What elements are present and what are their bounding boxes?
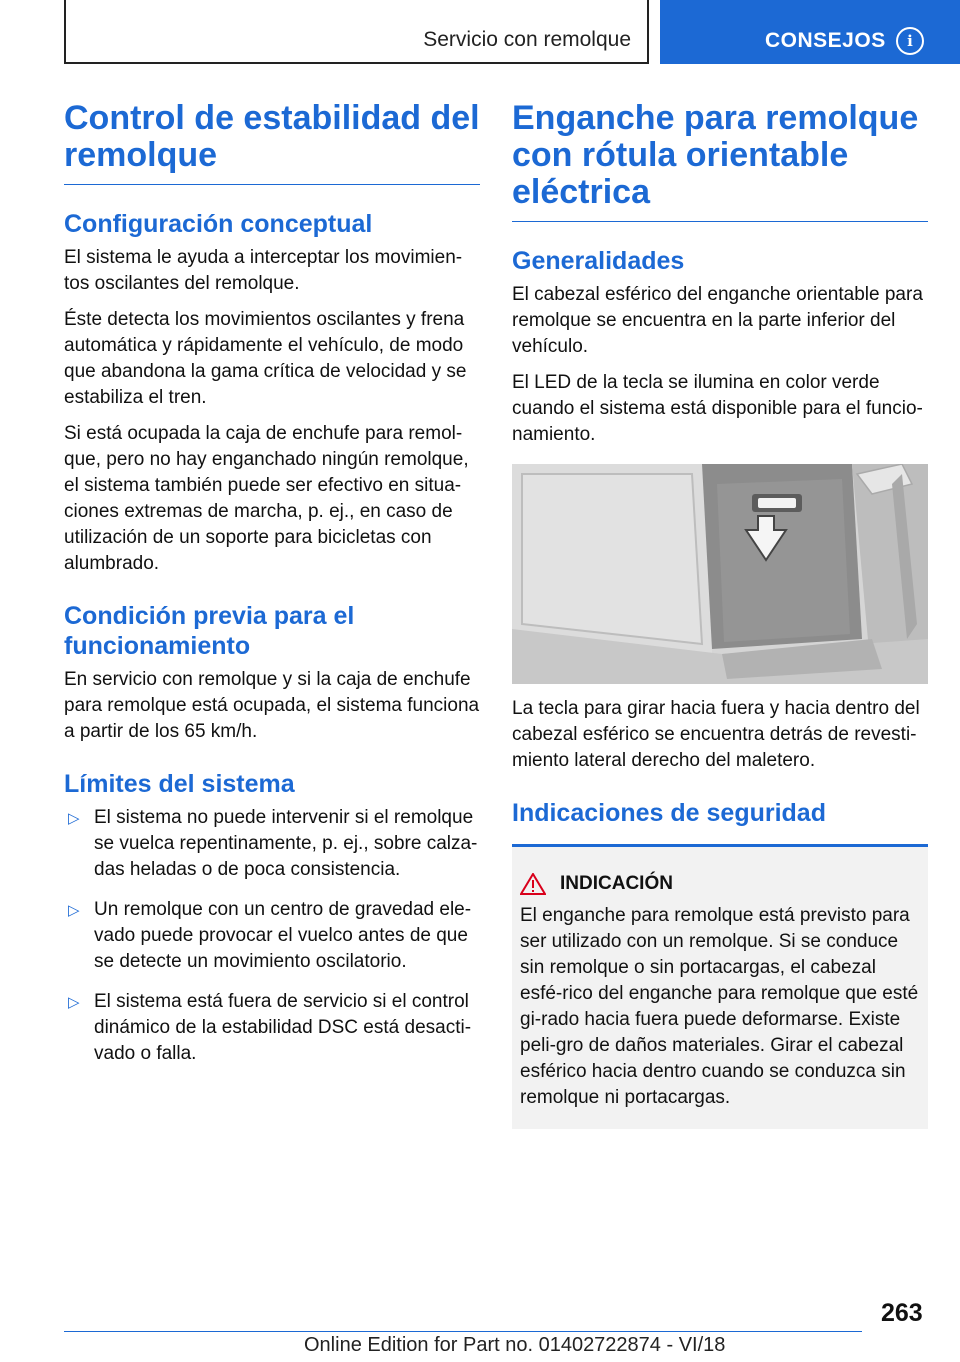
left-page-title: Control de estabilidad del remolque xyxy=(64,100,480,185)
list-item-text: El sistema está fuera de servicio si el control dinámico de la estabilidad DSC está desacti‐vado o falla. xyxy=(94,991,472,1064)
list-item xyxy=(64,897,480,975)
section-heading-condicion-previa: Condición previa para el funcionamiento xyxy=(64,602,355,660)
list-item xyxy=(64,989,480,1067)
list-item xyxy=(64,805,480,883)
paragraph: El sistema le ayuda a interceptar los movimien‐tos oscilantes del remolque. xyxy=(64,247,463,294)
section-heading-limites: Límites del sistema xyxy=(64,770,295,798)
page-number: 263 xyxy=(881,1299,923,1327)
paragraph: En servicio con remolque y si la caja de enchufe para remolque está ocupada, el sistema funciona a partir de los 65 km/h. xyxy=(64,669,480,742)
info-icon[interactable]: i xyxy=(896,27,924,55)
header-section-box xyxy=(64,0,649,64)
paragraph: El LED de la tecla se ilumina en color verde cuando el sistema está disponible para el funcio‐namiento. xyxy=(512,372,923,445)
footer-edition: Online Edition for Part no. 01402722874 - VI/18 xyxy=(304,1334,726,1356)
paragraph: Si está ocupada la caja de enchufe para remol‐que, pero no hay enganchado ningún remolque, el sistema también puede ser efectivo en situa‐ciones extremas de marcha, p. ej., en caso de utilización de un soporte para bicicletas con alumbrado. xyxy=(64,423,469,574)
notice-box xyxy=(512,844,928,1129)
section-heading-configuracion: Configuración conceptual xyxy=(64,210,373,238)
paragraph: El cabezal esférico del enganche orientable para remolque se encuentra en la parte inferior del vehículo. xyxy=(512,284,923,357)
notice-title: INDICACIÓN xyxy=(560,873,673,894)
list-item-text: Un remolque con un centro de gravedad ele‐vado puede provocar el vuelco antes de que se detecte un movimiento oscilatorio. xyxy=(94,899,472,972)
right-column xyxy=(512,100,928,1129)
list-item-text: El sistema no puede intervenir si el remolque se vuelca repentinamente, p. ej., sobre calza‐das heladas o de poca consistencia. xyxy=(94,807,478,880)
section-heading-generalidades: Generalidades xyxy=(512,247,685,275)
left-column xyxy=(64,100,480,1081)
header-section-title: Servicio con remolque xyxy=(423,28,631,51)
header-chapter-label: CONSEJOS xyxy=(765,29,886,52)
warning-triangle-icon xyxy=(520,873,546,895)
trunk-button-illustration xyxy=(512,464,928,684)
paragraph: Éste detecta los movimientos oscilantes y frena automática y rápidamente el vehículo, de modo que abandona la gama crítica de velocidad y se estabiliza el tren. xyxy=(64,309,467,408)
figure-caption: La tecla para girar hacia fuera y hacia dentro del cabezal esférico se encuentra detrás de revesti‐miento lateral derecho del maletero. xyxy=(512,698,920,771)
notice-text: El enganche para remolque está previsto para ser utilizado con un remolque. Si se conduce sin remolque o sin portacargas, el cabezal esfé‐rico del enganche para remolque que esté gi‐rado hacia fuera puede deformarse. Existe peli‐gro de daños materiales. Girar el cabezal esférico hacia dentro cuando se conduzca sin remolque ni portacargas. xyxy=(520,905,919,1108)
bullet-triangle-icon: ▷ xyxy=(68,810,80,827)
limits-list xyxy=(64,805,480,1067)
bullet-triangle-icon: ▷ xyxy=(68,994,80,1011)
footer-divider xyxy=(64,1331,862,1332)
notice-header xyxy=(520,873,920,895)
section-heading-seguridad: Indicaciones de seguridad xyxy=(512,799,826,827)
bullet-triangle-icon: ▷ xyxy=(68,902,80,919)
right-page-title: Enganche para remolque con rótula orientable eléctrica xyxy=(512,100,928,222)
header-chapter-tab[interactable] xyxy=(660,0,960,64)
